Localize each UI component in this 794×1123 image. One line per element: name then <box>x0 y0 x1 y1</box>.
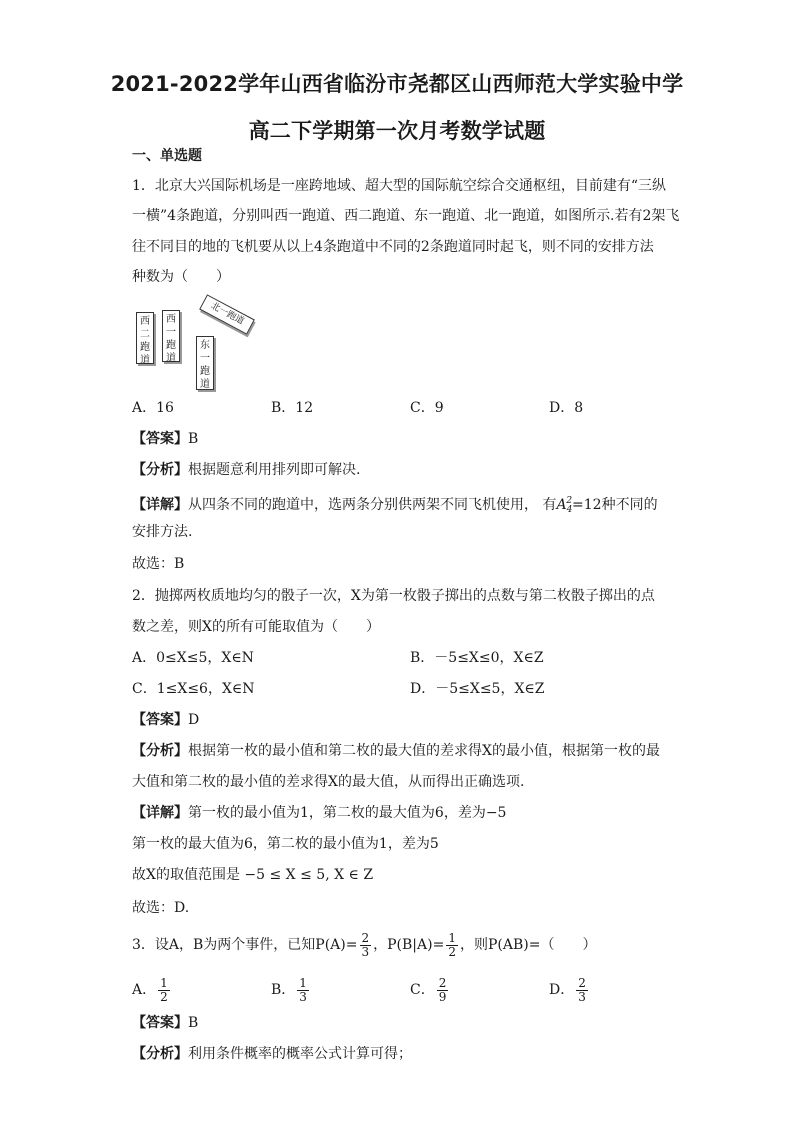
q2-answer <box>132 710 672 730</box>
q1-detail-line2: 安排方法. <box>132 524 193 540</box>
q3-analysis <box>132 1044 672 1064</box>
q1-detail-line1 <box>132 491 672 520</box>
q2-detail-line2: 第一枚的最大值为6，第二枚的最小值为1，差为5 <box>132 836 439 852</box>
q2-conclusion: 故选：D. <box>132 900 190 916</box>
q3-stem <box>132 930 672 964</box>
q2-option-c: C．1≤X≤6，X∈N <box>132 681 255 697</box>
answer-tag: 【答案】 <box>132 431 188 447</box>
q2-analysis-text: 根据第一枚的最小值和第二枚的最大值的差求得X的最小值，根据第一枚的最 <box>188 743 660 759</box>
q2-option-d: D．－5≤X≤5，X∈Z <box>410 681 545 697</box>
q2-answer-value: D <box>188 712 200 728</box>
q3-option-b: B． $\frac{1}{3}$ <box>271 975 307 1004</box>
q2-detail-line1 <box>132 803 672 823</box>
runway-north-one: 北一跑道 <box>199 294 255 334</box>
q2-detail-line3: 故X的取值范围是 −5 ≤ X ≤ 5, X ∈ Z <box>132 867 374 883</box>
q3-stem-part1: 3．设A，B为两个事件，已知P(A)= <box>132 937 358 953</box>
q2-detail-text: 第一枚的最小值为1，第二枚的最大值为6，差为−5 <box>188 805 507 821</box>
q3-option-d: D． $\frac{2}{3}$ <box>549 975 586 1004</box>
q3-option-c: C． $\frac{2}{9}$ <box>410 975 447 1004</box>
q1-analysis <box>132 460 672 480</box>
q1-answer <box>132 429 672 449</box>
runway-west-one: 西 一 跑 道 <box>162 310 180 362</box>
q2-option-a: A．0≤X≤5，X∈N <box>132 650 254 666</box>
analysis-tag: 【分析】 <box>132 743 188 759</box>
q2-stem-line2: 数之差，则X的所有可能取值为（ ） <box>132 619 380 635</box>
q1-option-c: C．9 <box>410 400 444 416</box>
q3-stem-part2: ，P(B|A)= <box>373 937 445 953</box>
q1-stem-line3: 往不同目的地的飞机要从以上4条跑道中不同的2条跑道同时起飞，则不同的安排方法 <box>132 239 654 255</box>
q2-stem-line1: 2．抛掷两枚质地均匀的骰子一次，X为第一枚骰子掷出的点数与第二枚骰子掷出的点 <box>132 588 655 604</box>
document-title-line2: 高二下学期第一次月考数学试题 <box>248 119 546 143</box>
q3-stem-part3: ，则P(AB)=（ ） <box>459 937 597 953</box>
section-heading: 一、单选题 <box>132 148 202 164</box>
detail-tag: 【详解】 <box>132 497 188 513</box>
q1-permutation-formula: $A_4^2$ <box>556 496 573 515</box>
q3-analysis-text: 利用条件概率的概率公式计算可得； <box>188 1046 412 1062</box>
q1-stem-line1: 1．北京大兴国际机场是一座跨地域、超大型的国际航空综合交通枢纽，目前建有“三纵 <box>132 178 667 194</box>
document-title-line1: 2021-2022学年山西省临汾市尧都区山西师范大学实验中学 <box>110 72 684 96</box>
q1-option-a: A．16 <box>132 400 174 416</box>
q1-answer-value: B <box>188 431 199 447</box>
q2-analysis-line1 <box>132 741 672 761</box>
q1-runway-figure <box>132 290 262 395</box>
q2-option-b: B．－5≤X≤0，X∈Z <box>410 650 544 666</box>
q3-fraction-pa: $\frac{2}{3}$ <box>361 930 370 959</box>
q3-answer-value: B <box>188 1015 199 1031</box>
q1-stem-line4: 种数为（ ） <box>132 269 230 285</box>
q3-option-a: A． $\frac{1}{2}$ <box>132 975 168 1004</box>
q1-option-b: B．12 <box>271 400 314 416</box>
analysis-tag: 【分析】 <box>132 462 188 478</box>
q3-fraction-pba: $\frac{1}{2}$ <box>448 930 456 959</box>
q3-answer <box>132 1013 672 1033</box>
runway-east-one: 东 一 跑 道 <box>196 336 214 390</box>
q2-analysis-line2: 大值和第二枚的最小值的差求得X的最大值，从而得出正确选项. <box>132 774 525 790</box>
answer-tag: 【答案】 <box>132 712 188 728</box>
answer-tag: 【答案】 <box>132 1015 188 1031</box>
q1-detail-text: 从四条不同的跑道中，选两条分别供两架不同飞机使用， 有 <box>188 497 557 513</box>
q1-conclusion: 故选：B <box>132 556 185 572</box>
q1-stem-line2: 一横”4条跑道，分别叫西一跑道、西二跑道、东一跑道、北一跑道，如图所示.若有2架飞 <box>132 208 680 224</box>
q1-analysis-text: 根据题意利用排列即可解决. <box>188 462 361 478</box>
detail-tag: 【详解】 <box>132 805 188 821</box>
q1-detail-result: =12种不同的 <box>572 497 658 513</box>
runway-west-two: 西 二 跑 道 <box>136 312 154 364</box>
q1-option-d: D．8 <box>549 400 584 416</box>
analysis-tag: 【分析】 <box>132 1046 188 1062</box>
